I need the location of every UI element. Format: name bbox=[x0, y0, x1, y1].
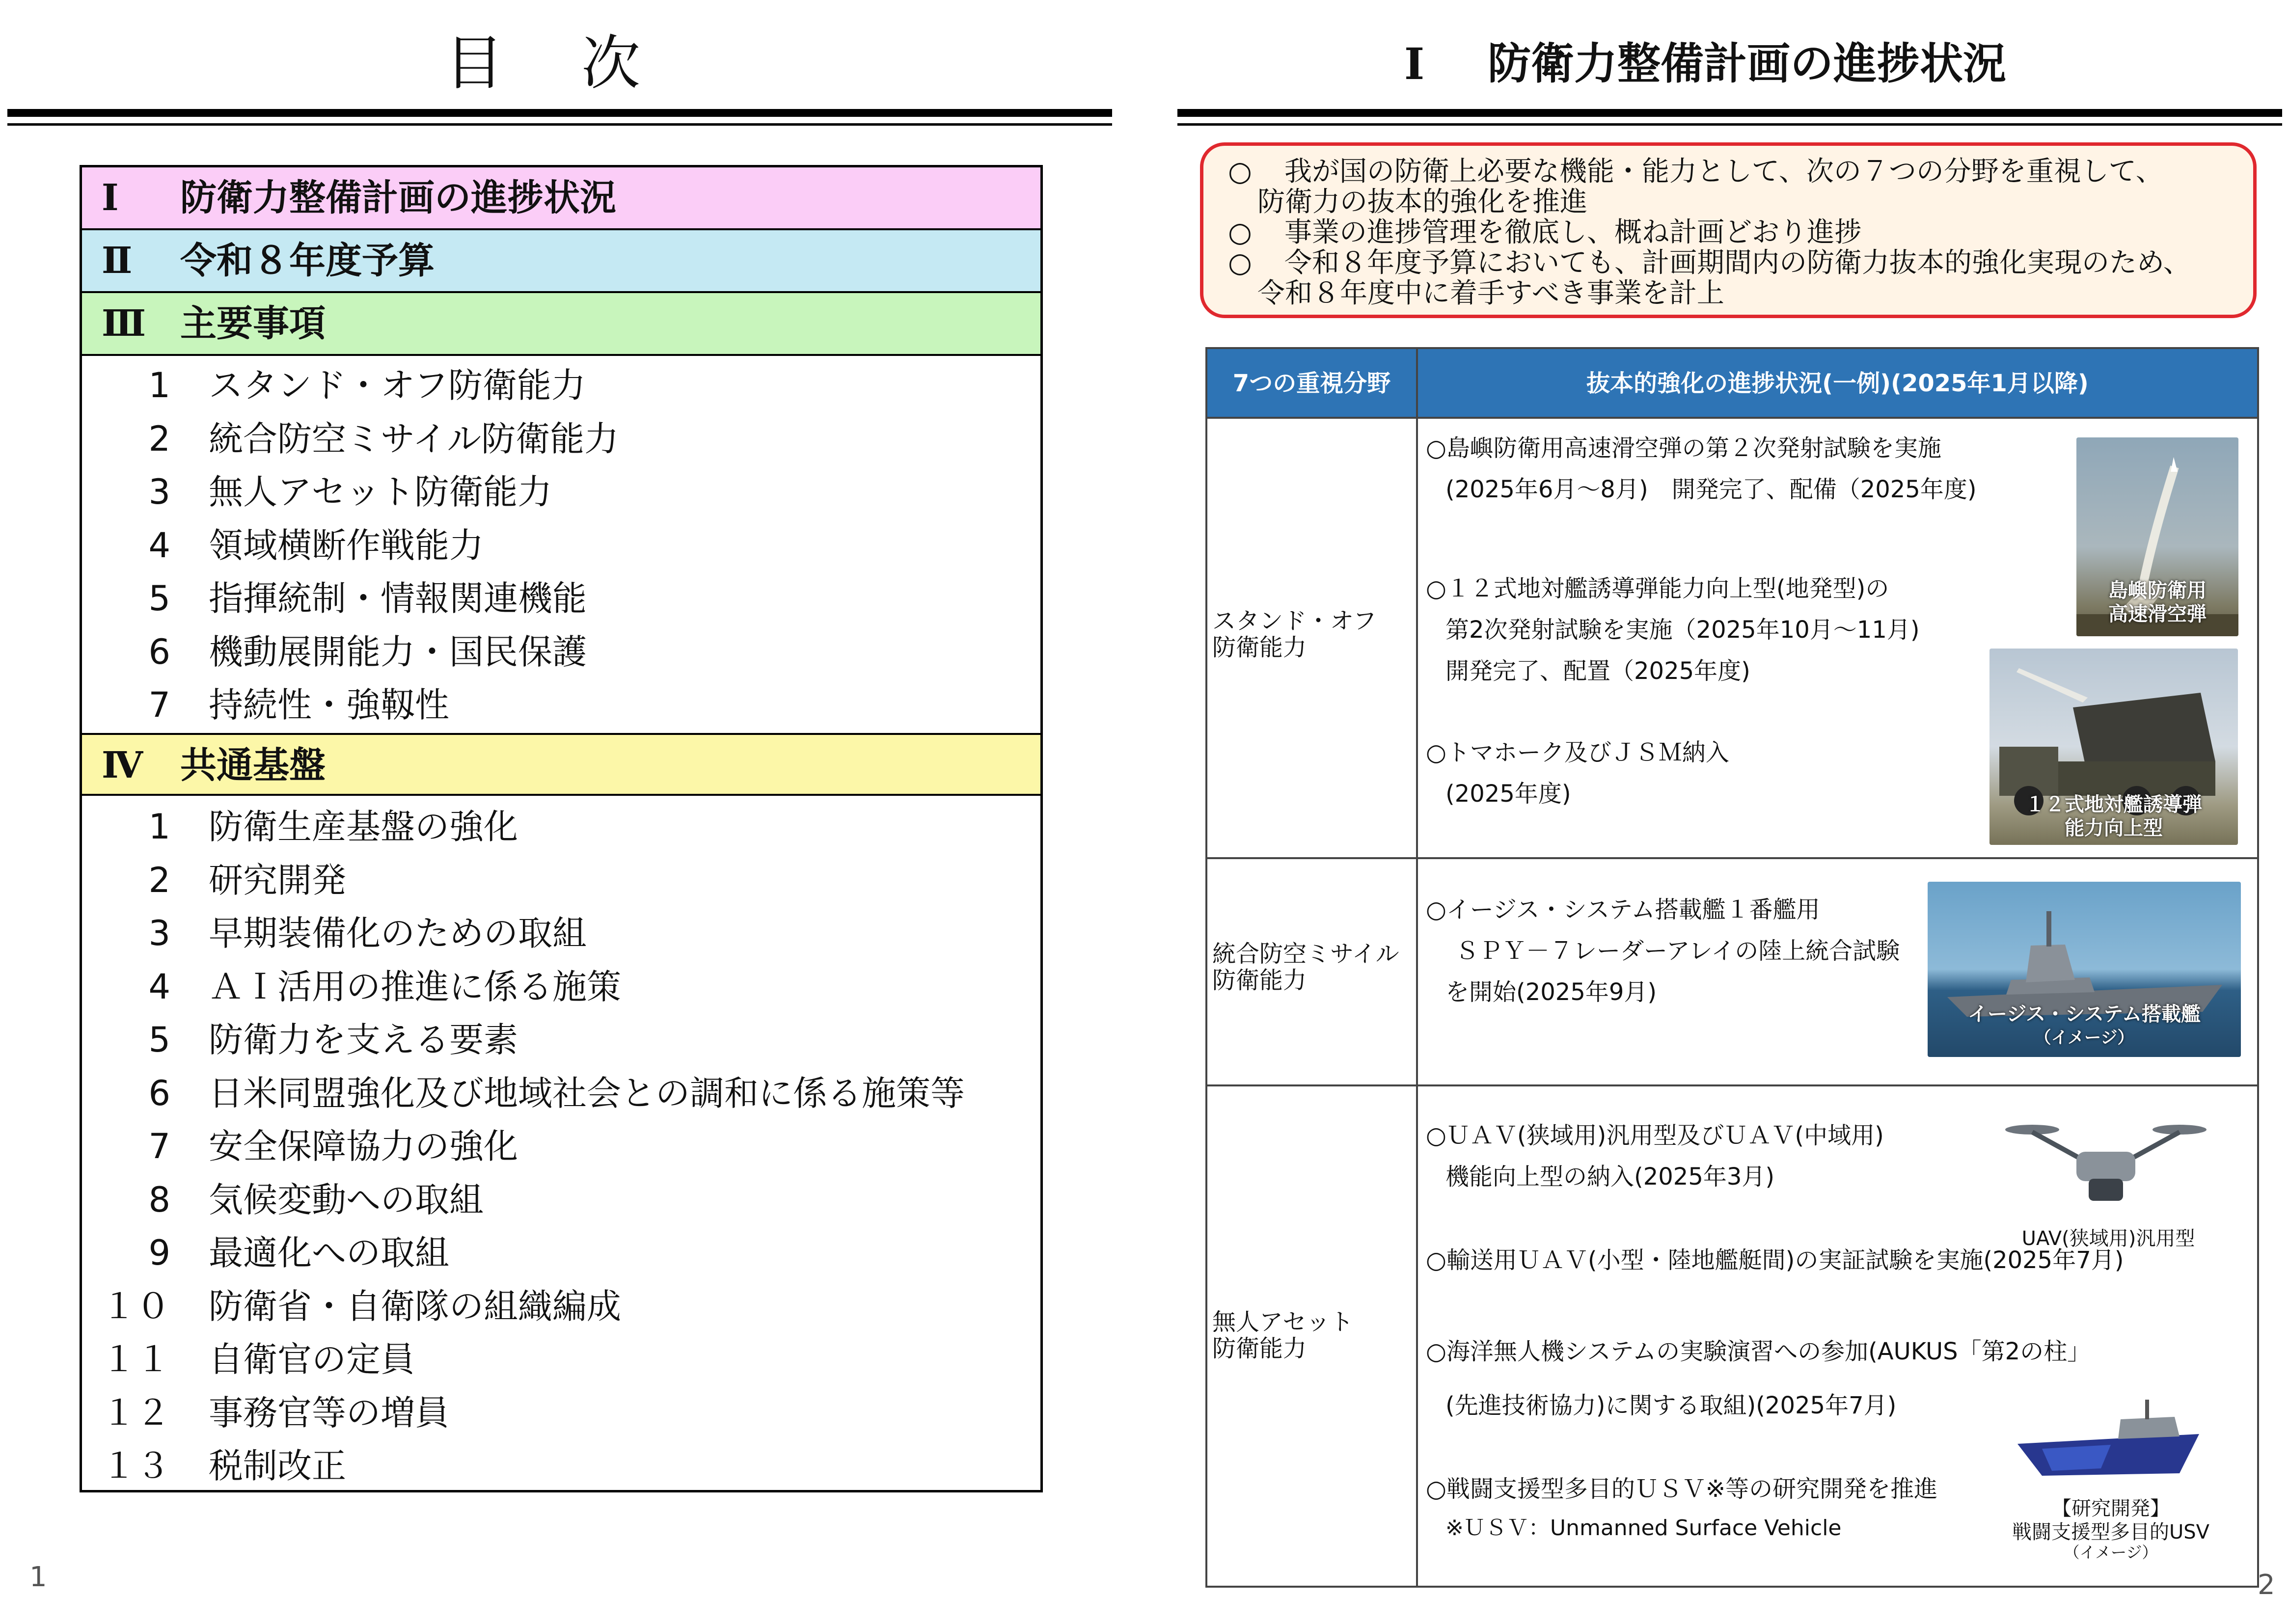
section-label: 令和８年度予算 bbox=[180, 240, 435, 282]
field-label: 防衛能力 bbox=[1212, 634, 1307, 661]
toc-item-number: １０ bbox=[102, 1286, 170, 1326]
toc-item-number: １３ bbox=[102, 1446, 170, 1486]
toc-item[interactable] bbox=[82, 678, 1040, 731]
toc-item[interactable] bbox=[82, 465, 1040, 518]
table-header-field: 7つの重視分野 bbox=[1207, 349, 1416, 418]
section-number: Ⅰ bbox=[102, 177, 119, 219]
progress-line: (先進技術協力)に関する取組)(2025年7月) bbox=[1445, 1392, 1897, 1419]
progress-line: ○海洋無人機システムの実験演習への参加(AUKUS「第2の柱」 bbox=[1426, 1338, 2091, 1365]
field-label: 統合防空ミサイル bbox=[1212, 940, 1399, 968]
page-number-left: 1 bbox=[29, 1561, 47, 1593]
toc-item-label: スタンド・オフ防衛能力 bbox=[209, 365, 586, 406]
summary-line: 令和８年度予算においても、計画期間内の防衛力抜本的強化実現のため、 bbox=[1284, 247, 2191, 279]
toc-item-label: 日米同盟強化及び地域社会との調和に係る施策等 bbox=[209, 1073, 965, 1113]
toc-item-label: 税制改正 bbox=[209, 1446, 346, 1486]
usv-caption: 戦闘支援型多目的USV bbox=[2012, 1521, 2210, 1543]
toc-item-label: 無人アセット防衛能力 bbox=[209, 472, 552, 512]
toc-item-label: 研究開発 bbox=[209, 860, 346, 900]
toc-item-label: 自衛官の定員 bbox=[209, 1339, 415, 1380]
toc-item-label: 指揮統制・情報関連機能 bbox=[209, 578, 587, 619]
toc-section-1[interactable] bbox=[82, 167, 1040, 230]
toc-item-number: 4 bbox=[148, 966, 170, 1007]
toc-item-label: 防衛生産基盤の強化 bbox=[209, 807, 518, 847]
field-label: 防衛能力 bbox=[1212, 967, 1307, 994]
toc-item[interactable] bbox=[82, 1226, 1040, 1279]
toc-item-label: 気候変動への取組 bbox=[209, 1179, 484, 1220]
toc-item-label: 最適化への取組 bbox=[209, 1233, 449, 1273]
toc-item-label: ＡＩ活用の推進に係る施策 bbox=[209, 966, 621, 1007]
progress-line: ○１２式地対艦誘導弾能力向上型(地発型)の bbox=[1426, 575, 1889, 602]
title-text: 防衛力整備計画の進捗状況 bbox=[1488, 38, 2007, 89]
toc-item[interactable] bbox=[82, 359, 1040, 412]
section-number: Ⅳ bbox=[102, 744, 143, 786]
bullet-icon: ○ bbox=[1228, 247, 1252, 279]
toc-item-number: 1 bbox=[148, 365, 170, 406]
progress-line: ○島嶼防衛用高速滑空弾の第２次発射試験を実施 bbox=[1426, 434, 1941, 462]
field-standoff bbox=[1212, 608, 1377, 661]
row-divider bbox=[1207, 417, 2257, 419]
toc-item-number: 4 bbox=[148, 525, 170, 566]
toc-item-number: 5 bbox=[148, 1020, 170, 1060]
toc-item-number: １２ bbox=[102, 1392, 170, 1433]
page-title-progress bbox=[1178, 27, 2289, 101]
section-number: Ⅱ bbox=[102, 240, 133, 282]
toc-item-number: 9 bbox=[148, 1233, 170, 1273]
drone-caption: UAV(狭域用)汎用型 bbox=[2021, 1227, 2195, 1250]
type12-missile-launcher-photo bbox=[1989, 649, 2238, 845]
page-title-contents: 目 次 bbox=[444, 29, 670, 98]
toc-item-number: 8 bbox=[148, 1179, 170, 1220]
toc-item-label: 防衛省・自衛隊の組織編成 bbox=[209, 1286, 621, 1326]
progress-line: ＳＰＹ－７レーダーアレイの陸上統合試験 bbox=[1455, 937, 1900, 965]
photo-caption: 高速滑空弾 bbox=[2108, 603, 2207, 625]
toc-item-label: 機動展開能力・国民保護 bbox=[209, 631, 587, 672]
toc-item[interactable] bbox=[82, 960, 1040, 1013]
bullet-icon: ○ bbox=[1228, 217, 1252, 248]
photo-caption: （イメージ） bbox=[2034, 1028, 2134, 1048]
toc-item-label: 早期装備化のための取組 bbox=[209, 913, 587, 953]
progress-line: 機能向上型の納入(2025年3月) bbox=[1445, 1163, 1775, 1191]
progress-line: を開始(2025年9月) bbox=[1445, 978, 1657, 1006]
column-divider bbox=[1416, 349, 1418, 1586]
toc-item-number: 6 bbox=[148, 1073, 170, 1113]
toc-item[interactable] bbox=[82, 907, 1040, 960]
title-rule-thin bbox=[1177, 123, 2282, 126]
photo-caption: イージス・システム搭載艦 bbox=[1968, 1003, 2201, 1026]
photo-caption: 能力向上型 bbox=[2065, 817, 2163, 839]
progress-line: ○戦闘支援型多目的ＵＳＶ※等の研究開発を推進 bbox=[1426, 1475, 1938, 1503]
toc-item[interactable] bbox=[82, 800, 1040, 853]
progress-line: ※ＵＳＶ：Unmanned Surface Vehicle bbox=[1445, 1516, 1842, 1541]
progress-line: 第2次発射試験を実施（2025年10月～11月) bbox=[1445, 616, 1920, 644]
toc-section-4[interactable] bbox=[82, 733, 1040, 796]
bullet-icon: ○ bbox=[1228, 156, 1252, 188]
summary-line: 我が国の防衛上必要な機能・能力として、次の７つの分野を重視して、 bbox=[1284, 156, 2163, 188]
usv-caption: 【研究開発】 bbox=[2052, 1497, 2170, 1520]
summary-box bbox=[1200, 142, 2257, 318]
toc-item-label: 安全保障協力の強化 bbox=[209, 1126, 518, 1166]
toc-item-label: 事務官等の増員 bbox=[209, 1392, 449, 1433]
toc-item[interactable] bbox=[82, 1067, 1040, 1120]
table-header-progress: 抜本的強化の進捗状況(一例)(2025年1月以降) bbox=[1418, 349, 2257, 418]
progress-line: (2025年度) bbox=[1445, 780, 1571, 808]
title-roman-numeral: Ⅰ bbox=[1404, 38, 1425, 89]
toc-item-number: 7 bbox=[148, 1126, 170, 1166]
toc-item[interactable] bbox=[82, 854, 1040, 907]
title-rule-thin bbox=[7, 123, 1112, 126]
progress-line: 開発完了、配置（2025年度) bbox=[1445, 657, 1750, 685]
field-label: スタンド・オフ bbox=[1212, 607, 1377, 635]
toc-item[interactable] bbox=[82, 412, 1040, 465]
row-divider bbox=[1207, 857, 2257, 859]
toc-item[interactable] bbox=[82, 1013, 1040, 1066]
toc-item-label: 持続性・強靱性 bbox=[209, 685, 449, 725]
section-label: 主要事項 bbox=[180, 302, 326, 345]
toc-item[interactable] bbox=[82, 1280, 1040, 1333]
toc-item[interactable] bbox=[82, 1173, 1040, 1226]
field-unmanned-assets bbox=[1212, 1309, 1354, 1362]
progress-line: ○輸送用ＵＡＶ(小型・陸地艦艇間)の実証試験を実施(2025年7月) bbox=[1426, 1246, 2124, 1274]
progress-line: ○トマホーク及びＪＳＭ納入 bbox=[1426, 739, 1729, 766]
usv-boat-icon bbox=[2013, 1390, 2209, 1493]
toc-item-label: 統合防空ミサイル防衛能力 bbox=[209, 418, 619, 459]
toc-item[interactable] bbox=[82, 1386, 1040, 1439]
toc-item-number: 3 bbox=[148, 913, 170, 953]
toc-item-number: 1 bbox=[148, 807, 170, 847]
toc-item-number: 2 bbox=[148, 418, 170, 459]
progress-line: (2025年6月～8月) 開発完了、配備（2025年度) bbox=[1445, 476, 1977, 503]
summary-line: 令和８年度中に着手すべき事業を計上 bbox=[1257, 277, 1724, 309]
section-label: 防衛力整備計画の進捗状況 bbox=[180, 177, 616, 219]
photo-caption: 島嶼防衛用 bbox=[2108, 579, 2207, 602]
title-rule-thick bbox=[1177, 109, 2282, 117]
field-label: 防衛能力 bbox=[1212, 1335, 1307, 1362]
hypersonic-glide-missile-photo bbox=[2076, 437, 2238, 636]
toc-item[interactable] bbox=[82, 625, 1040, 678]
toc-item-number: 3 bbox=[148, 472, 170, 512]
progress-line: ○ＵＡＶ(狭域用)汎用型及びＵＡＶ(中域用) bbox=[1426, 1122, 1884, 1149]
progress-table bbox=[1205, 347, 2259, 1588]
field-label: 無人アセット bbox=[1212, 1308, 1354, 1336]
photo-caption: １２式地対艦誘導弾 bbox=[2025, 793, 2202, 816]
toc-item-label: 領域横断作戦能力 bbox=[209, 525, 484, 566]
title-rule-thick bbox=[7, 109, 1112, 117]
drone-icon bbox=[2003, 1105, 2209, 1223]
toc-item-number: １１ bbox=[102, 1339, 170, 1380]
toc-item[interactable] bbox=[82, 1120, 1040, 1173]
toc-item-number: 2 bbox=[148, 860, 170, 900]
section-label: 共通基盤 bbox=[180, 744, 326, 786]
toc-item-label: 防衛力を支える要素 bbox=[209, 1020, 518, 1060]
summary-line: 防衛力の抜本的強化を推進 bbox=[1257, 186, 1587, 218]
page-number-right: 2 bbox=[2258, 1569, 2275, 1601]
toc-section-2[interactable] bbox=[82, 230, 1040, 293]
toc-item[interactable] bbox=[82, 572, 1040, 625]
section-number: Ⅲ bbox=[102, 302, 146, 345]
field-air-missile-defense bbox=[1212, 941, 1399, 994]
progress-line: ○イージス・システム搭載艦１番艦用 bbox=[1426, 896, 1820, 923]
usv-caption: （イメージ） bbox=[2064, 1543, 2158, 1562]
toc-item-number: 7 bbox=[148, 685, 170, 725]
summary-line: 事業の進捗管理を徹底し、概ね計画どおり進捗 bbox=[1284, 217, 1862, 248]
toc-item-number: 5 bbox=[148, 578, 170, 619]
toc-item[interactable] bbox=[82, 519, 1040, 572]
toc-item[interactable] bbox=[82, 1333, 1040, 1386]
toc-section-3[interactable] bbox=[82, 293, 1040, 356]
toc-item-number: 6 bbox=[148, 631, 170, 672]
aegis-ship-photo bbox=[1928, 882, 2241, 1057]
row-divider bbox=[1207, 1084, 2257, 1086]
toc-item[interactable] bbox=[82, 1439, 1040, 1492]
table-of-contents bbox=[80, 165, 1043, 1492]
